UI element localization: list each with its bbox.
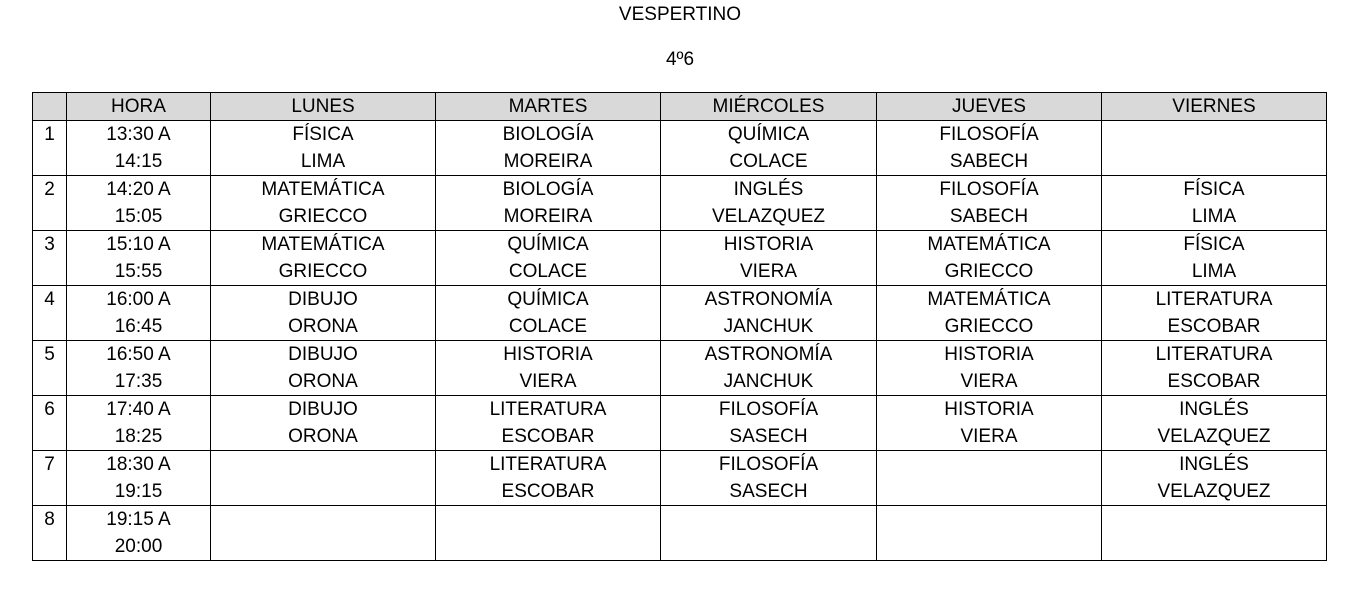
period-number xyxy=(33,231,67,286)
subject: DIBUJO xyxy=(288,399,358,420)
cell-jueves xyxy=(877,451,1102,506)
teacher: ESCOBAR xyxy=(1167,316,1261,337)
cell-viernes xyxy=(1102,506,1327,561)
header-row xyxy=(33,93,1327,121)
schedule-title: VESPERTINO xyxy=(618,4,742,25)
cell-jueves xyxy=(877,176,1102,231)
time-slot xyxy=(67,506,211,561)
header-hora: HORA xyxy=(67,93,211,121)
subject: MATEMÁTICA xyxy=(261,234,385,255)
teacher: ESCOBAR xyxy=(501,481,595,502)
cell-jueves xyxy=(877,121,1102,176)
table-row xyxy=(33,506,1327,561)
time-start: 13:30 A xyxy=(106,124,171,145)
time-end: 19:15 xyxy=(114,481,163,502)
period-number-text: 1 xyxy=(44,124,55,145)
cell-lunes xyxy=(211,231,436,286)
teacher: JANCHUK xyxy=(723,316,814,337)
header-jueves: JUEVES xyxy=(877,93,1102,121)
period-number xyxy=(33,341,67,396)
cell-lunes xyxy=(211,121,436,176)
teacher: COLACE xyxy=(729,151,808,172)
cell-lunes xyxy=(211,286,436,341)
teacher xyxy=(661,533,876,560)
cell-miercoles xyxy=(661,451,877,506)
period-number-text: 2 xyxy=(44,179,55,200)
cell-jueves xyxy=(877,506,1102,561)
cell-viernes xyxy=(1102,231,1327,286)
subject xyxy=(1102,506,1326,533)
teacher: SASECH xyxy=(729,426,808,447)
period-number xyxy=(33,506,67,561)
subject: QUÍMICA xyxy=(727,124,810,145)
time-start: 16:50 A xyxy=(106,344,171,365)
cell-martes xyxy=(436,286,661,341)
time-slot xyxy=(67,231,211,286)
cell-lunes xyxy=(211,451,436,506)
subject: LITERATURA xyxy=(1155,289,1273,310)
subject: INGLÉS xyxy=(733,179,804,200)
teacher: SASECH xyxy=(729,481,808,502)
teacher: VIERA xyxy=(519,371,577,392)
teacher: GRIECCO xyxy=(944,316,1034,337)
cell-miercoles xyxy=(661,506,877,561)
time-end: 17:35 xyxy=(114,371,163,392)
teacher: JANCHUK xyxy=(723,371,814,392)
period-number xyxy=(33,451,67,506)
table-row xyxy=(33,121,1327,176)
period-number-text: 3 xyxy=(44,234,55,255)
subject: INGLÉS xyxy=(1179,399,1249,420)
subject: DIBUJO xyxy=(288,289,358,310)
subject xyxy=(436,506,660,533)
teacher: GRIECCO xyxy=(278,206,368,227)
cell-jueves xyxy=(877,341,1102,396)
period-number-text: 6 xyxy=(44,399,55,420)
teacher: SABECH xyxy=(949,206,1029,227)
schedule-table xyxy=(32,92,1327,561)
cell-lunes xyxy=(211,396,436,451)
subject: LITERATURA xyxy=(489,454,607,475)
table-row xyxy=(33,231,1327,286)
subject: FILOSOFÍA xyxy=(939,124,1039,145)
time-end: 15:55 xyxy=(114,261,163,282)
subject: DIBUJO xyxy=(288,344,358,365)
teacher xyxy=(211,478,435,505)
cell-martes xyxy=(436,341,661,396)
teacher: MOREIRA xyxy=(503,206,593,227)
teacher: ORONA xyxy=(288,316,358,337)
subject xyxy=(211,451,435,478)
subject: FÍSICA xyxy=(292,124,354,145)
table-row xyxy=(33,451,1327,506)
header-lunes: LUNES xyxy=(211,93,436,121)
time-slot xyxy=(67,451,211,506)
subject: FILOSOFÍA xyxy=(718,454,819,475)
teacher xyxy=(877,533,1101,560)
subject xyxy=(1102,121,1326,148)
teacher: SABECH xyxy=(949,151,1029,172)
period-number-text: 5 xyxy=(44,344,55,365)
cell-lunes xyxy=(211,506,436,561)
class-group-label: 4º6 xyxy=(665,49,695,70)
subject: HISTORIA xyxy=(944,399,1034,420)
teacher: VIERA xyxy=(960,371,1018,392)
cell-jueves xyxy=(877,286,1102,341)
subject xyxy=(877,506,1101,533)
subject: BIOLOGÍA xyxy=(502,124,594,145)
teacher: ESCOBAR xyxy=(1167,371,1261,392)
teacher: VIERA xyxy=(960,426,1018,447)
cell-martes xyxy=(436,231,661,286)
cell-jueves xyxy=(877,231,1102,286)
subject: ASTRONOMÍA xyxy=(704,344,833,365)
teacher xyxy=(436,533,660,560)
subject xyxy=(661,506,876,533)
teacher xyxy=(877,478,1101,505)
schedule-body xyxy=(33,121,1327,561)
cell-martes xyxy=(436,176,661,231)
time-slot xyxy=(67,176,211,231)
subject: INGLÉS xyxy=(1179,454,1249,475)
time-slot xyxy=(67,121,211,176)
subject: HISTORIA xyxy=(723,234,814,255)
period-number xyxy=(33,176,67,231)
header-num xyxy=(33,93,67,121)
period-number xyxy=(33,121,67,176)
time-slot xyxy=(67,341,211,396)
table-row xyxy=(33,286,1327,341)
period-number xyxy=(33,286,67,341)
subject: FILOSOFÍA xyxy=(718,399,819,420)
header-miercoles: MIÉRCOLES xyxy=(661,93,877,121)
teacher: MOREIRA xyxy=(503,151,593,172)
period-number-text: 4 xyxy=(44,289,55,310)
teacher xyxy=(1102,533,1326,560)
time-start: 15:10 A xyxy=(106,234,171,255)
cell-martes xyxy=(436,451,661,506)
time-start: 17:40 A xyxy=(106,399,171,420)
period-number xyxy=(33,396,67,451)
subject: LITERATURA xyxy=(489,399,607,420)
cell-viernes xyxy=(1102,451,1327,506)
teacher: VELAZQUEZ xyxy=(1157,426,1271,447)
cell-viernes xyxy=(1102,121,1327,176)
teacher: GRIECCO xyxy=(278,261,368,282)
teacher: COLACE xyxy=(508,316,588,337)
table-row xyxy=(33,341,1327,396)
teacher: LIMA xyxy=(1191,206,1237,227)
teacher: VELAZQUEZ xyxy=(712,206,825,227)
teacher: ORONA xyxy=(288,426,358,447)
subject: FÍSICA xyxy=(1183,179,1245,200)
cell-martes xyxy=(436,506,661,561)
cell-viernes xyxy=(1102,341,1327,396)
time-start: 18:30 A xyxy=(106,454,171,475)
subject: BIOLOGÍA xyxy=(502,179,594,200)
cell-miercoles xyxy=(661,231,877,286)
cell-lunes xyxy=(211,176,436,231)
teacher: ORONA xyxy=(288,371,358,392)
table-row xyxy=(33,396,1327,451)
time-start: 14:20 A xyxy=(106,179,171,200)
teacher: VELAZQUEZ xyxy=(1157,481,1271,502)
time-start: 19:15 A xyxy=(106,509,171,530)
time-end: 16:45 xyxy=(114,316,163,337)
teacher: LIMA xyxy=(1191,261,1237,282)
teacher: VIERA xyxy=(739,261,798,282)
cell-miercoles xyxy=(661,176,877,231)
subject: ASTRONOMÍA xyxy=(704,289,833,310)
subject: QUÍMICA xyxy=(507,289,589,310)
teacher xyxy=(211,533,435,560)
cell-miercoles xyxy=(661,341,877,396)
teacher: GRIECCO xyxy=(944,261,1034,282)
period-number-text: 7 xyxy=(44,454,55,475)
table-row xyxy=(33,176,1327,231)
subject xyxy=(211,506,435,533)
teacher: ESCOBAR xyxy=(501,426,595,447)
time-slot xyxy=(67,286,211,341)
time-start: 16:00 A xyxy=(106,289,171,310)
subject: FÍSICA xyxy=(1183,234,1245,255)
subject: MATEMÁTICA xyxy=(261,179,385,200)
subject xyxy=(877,451,1101,478)
cell-viernes xyxy=(1102,176,1327,231)
subject: HISTORIA xyxy=(503,344,593,365)
subject: FILOSOFÍA xyxy=(939,179,1039,200)
subject: QUÍMICA xyxy=(507,234,589,255)
cell-martes xyxy=(436,396,661,451)
time-end: 15:05 xyxy=(114,206,163,227)
header-martes: MARTES xyxy=(436,93,661,121)
time-end: 14:15 xyxy=(114,151,163,172)
time-end: 20:00 xyxy=(114,536,163,557)
cell-martes xyxy=(436,121,661,176)
cell-viernes xyxy=(1102,396,1327,451)
teacher: LIMA xyxy=(300,151,346,172)
subject: MATEMÁTICA xyxy=(927,289,1051,310)
subject: MATEMÁTICA xyxy=(927,234,1051,255)
cell-viernes xyxy=(1102,286,1327,341)
time-end: 18:25 xyxy=(114,426,163,447)
subject: LITERATURA xyxy=(1155,344,1273,365)
teacher: COLACE xyxy=(508,261,588,282)
subject: HISTORIA xyxy=(944,344,1034,365)
header-viernes: VIERNES xyxy=(1102,93,1327,121)
cell-miercoles xyxy=(661,286,877,341)
cell-miercoles xyxy=(661,121,877,176)
cell-miercoles xyxy=(661,396,877,451)
cell-lunes xyxy=(211,341,436,396)
cell-jueves xyxy=(877,396,1102,451)
period-number-text: 8 xyxy=(44,509,55,530)
teacher xyxy=(1102,148,1326,175)
time-slot xyxy=(67,396,211,451)
